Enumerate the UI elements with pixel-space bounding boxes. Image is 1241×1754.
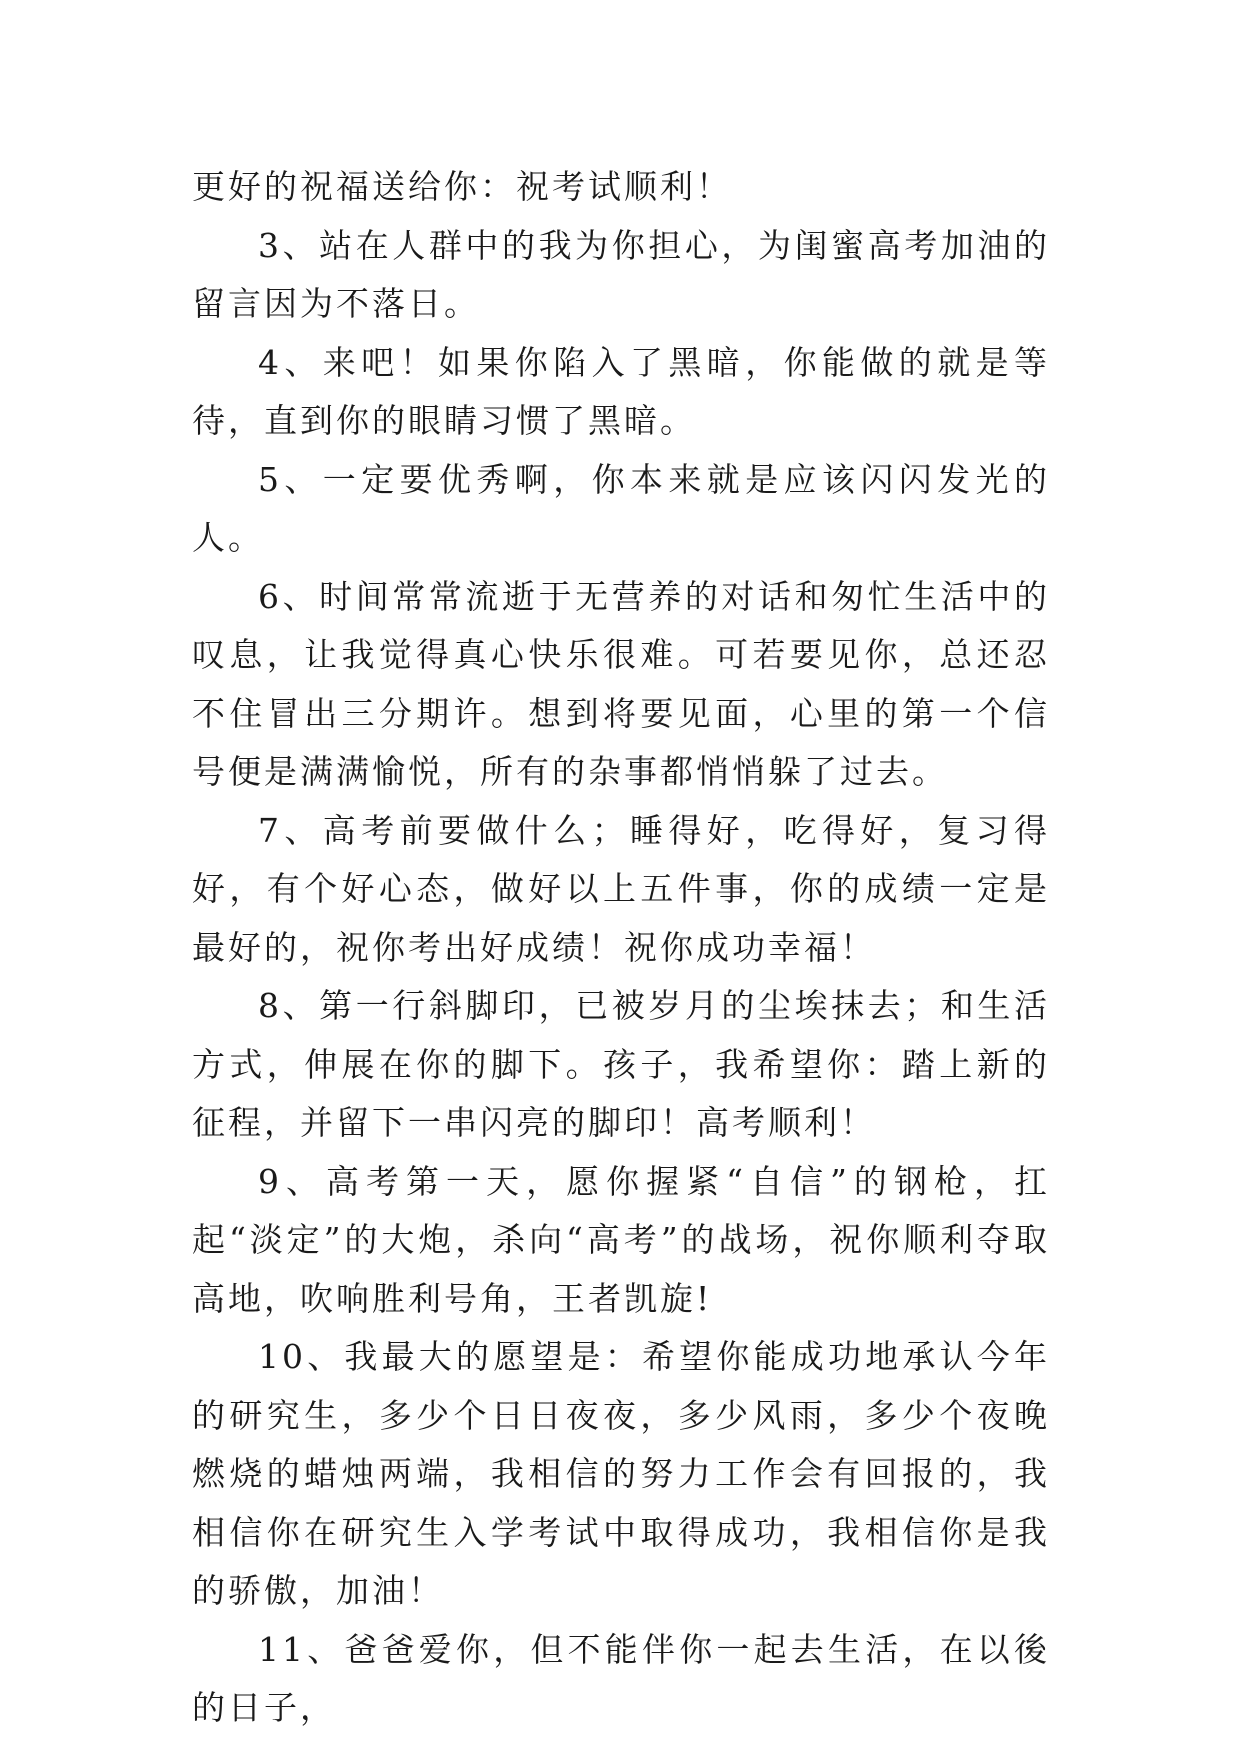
paragraph-item-6: 6、时间常常流逝于无营养的对话和匆忙生活中的叹息，让我觉得真心快乐很难。可若要见你，总还忍不住冒出三分期许。想到将要见面，心里的第一个信号便是满满愉悦，所有的杂事都悄悄躲了过去。 [192, 576, 1050, 791]
document-body [192, 158, 1050, 1738]
paragraph-item-3: 3、站在人群中的我为你担心，为闺蜜高考加油的留言因为不落日。 [192, 225, 1050, 323]
paragraph-item-9: 9、高考第一天，愿你握紧“自信”的钢枪，扛起“淡定”的大炮，杀向“高考”的战场，祝你顺利夺取高地，吹响胜利号角，王者凯旋! [192, 1161, 1050, 1318]
paragraph-item-7: 7、高考前要做什么；睡得好，吃得好，复习得好，有个好心态，做好以上五件事，你的成绩一定是最好的，祝你考出好成绩！祝你成功幸福！ [192, 810, 1050, 967]
paragraph-item-11: 11、爸爸爱你，但不能伴你一起去生活，在以後的日子， [192, 1629, 1050, 1727]
paragraph-item-8: 8、第一行斜脚印，已被岁月的尘埃抹去；和生活方式，伸展在你的脚下。孩子，我希望你：踏上新的征程，并留下一串闪亮的脚印！高考顺利！ [192, 986, 1050, 1142]
paragraph-item-5: 5、一定要优秀啊，你本来就是应该闪闪发光的人。 [192, 459, 1050, 557]
paragraph-item-10: 10、我最大的愿望是：希望你能成功地承认今年的研究生，多少个日日夜夜，多少风雨，多少个夜晚燃烧的蜡烛两端，我相信的努力工作会有回报的，我相信你在研究生入学考试中取得成功，我相信你是我的骄傲，加油！ [192, 1337, 1050, 1610]
paragraph-continuation: 更好的祝福送给你：祝考试顺利！ [192, 167, 732, 206]
paragraph-item-4: 4、来吧！如果你陷入了黑暗，你能做的就是等待，直到你的眼睛习惯了黑暗。 [192, 342, 1050, 440]
